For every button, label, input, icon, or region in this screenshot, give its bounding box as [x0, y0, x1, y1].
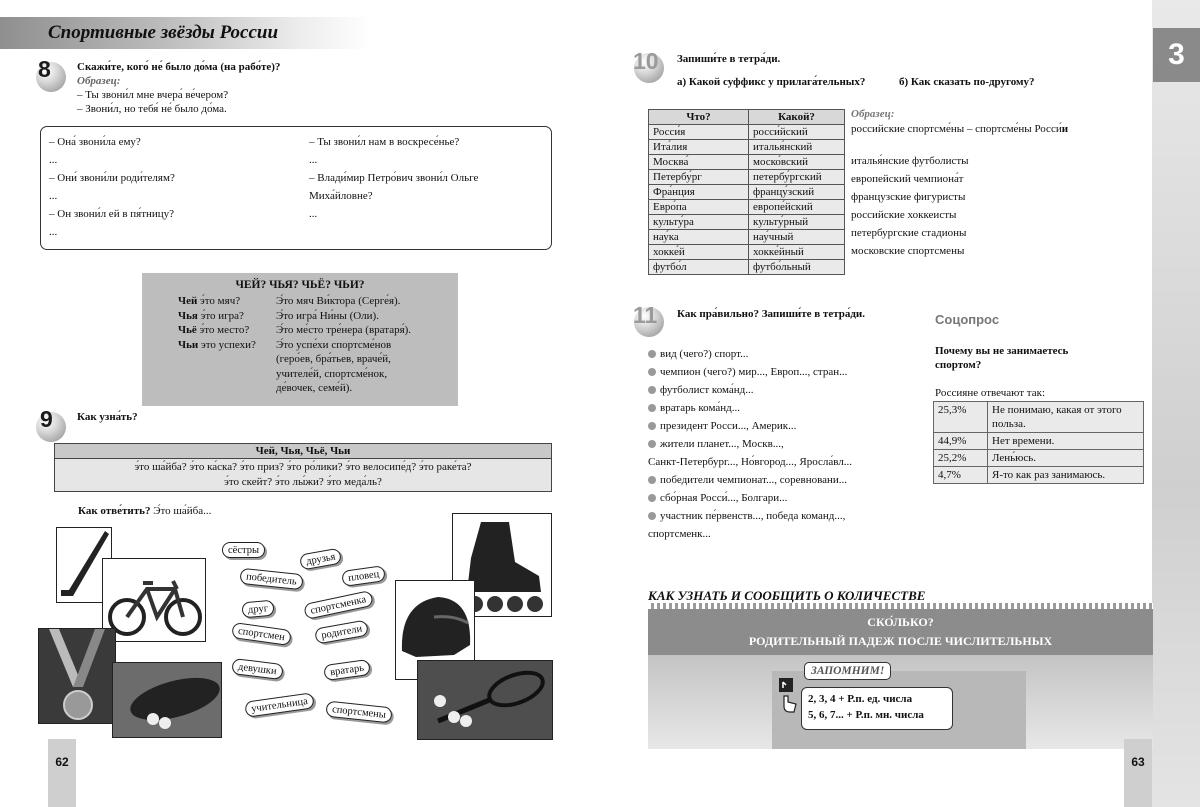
exercise-item [648, 489, 852, 507]
exercise-item [648, 525, 852, 543]
grammar-a: учителе́й, спортсме́нок, [276, 367, 388, 380]
noun-cell: хокке́й [649, 245, 749, 260]
answer-prompt [78, 505, 211, 517]
exercise-task: Скажи́те, кого́ не́ было до́ма (на рабо́те)? [77, 61, 281, 73]
exercise-item [648, 399, 852, 417]
adjective-cell: нау́чный [749, 230, 845, 245]
adjective-cell: европе́йский [749, 200, 845, 215]
sample-text-main: российские спортсме́ны – спортсме́ны Росси́ [851, 123, 1062, 135]
word-pill: родители [314, 619, 369, 644]
survey-row [934, 433, 1144, 450]
adjective-cell: петербу́ргский [749, 170, 845, 185]
grammar-questions [178, 294, 256, 352]
dialog-line: ... [49, 190, 58, 202]
word-pill: сёстры [222, 542, 265, 558]
exercise-item-text: президент Росси..., Америк... [660, 420, 797, 432]
grammar-title: ЧЕЙ? ЧЬЯ? ЧЬЁ? ЧЬИ? [235, 279, 365, 291]
dialog-right-column [309, 133, 478, 223]
sample-text [851, 123, 1068, 135]
noun-cell: футбо́л [649, 260, 749, 275]
exercise-question: а) Какой суффикс у прилага́тельных? [677, 76, 866, 88]
grammar-a: Э́то мяч Ви́ктора (Серге́я). [276, 295, 401, 307]
rule-line: 2, 3, 4 + Р.п. ед. числа [808, 693, 913, 705]
survey-percent: 25,3% [934, 402, 988, 433]
sample-line: – Ты звони́л мне вчера́ ве́чером? [77, 89, 229, 101]
table-row [649, 140, 845, 155]
exercise-item [648, 507, 852, 525]
noun-cell: культу́ра [649, 215, 749, 230]
grammar-q-rest: э́то место? [196, 324, 250, 336]
exercise-item [648, 345, 852, 363]
remember-tag: ЗАПОМНИМ! [804, 662, 891, 680]
survey-row [934, 450, 1144, 467]
dialog-line: ... [309, 154, 318, 166]
grammar-answers [276, 294, 411, 396]
survey-answer: Лень́юсь. [988, 450, 1144, 467]
dialog-line: ... [309, 208, 318, 220]
exercise-item-text: жители планет..., Москв..., [660, 438, 784, 450]
answer-sample: Э́то ша́йба... [150, 505, 212, 517]
exercise-task: Как узна́ть? [77, 411, 138, 423]
survey-answer: Нет времени. [988, 433, 1144, 450]
table-row [649, 245, 845, 260]
exercise-item [648, 435, 852, 453]
survey-percent: 44,9% [934, 433, 988, 450]
quantity-heading: КАК УЗНАТЬ И СООБЩИТЬ О КОЛИЧЕСТВЕ [648, 588, 926, 603]
sample-label: Образец: [851, 108, 895, 120]
sample-text-end: и [1061, 123, 1069, 135]
grammar-q: Чей [178, 295, 198, 307]
word-pill: пловец [341, 565, 386, 587]
rule-line: 5, 6, 7... + Р.п. мн. числа [808, 709, 924, 721]
word-pill: спортсменка [303, 590, 373, 620]
exercise-item-text: сбо́рная Росси́..., Болгари... [660, 492, 788, 504]
exercise-item-text: победители чемпионат..., соревновани... [660, 474, 848, 486]
exercise-task: Запиши́те в тетра́ди. [677, 53, 781, 65]
dialog-line: – Они́ звони́ли роди́телям? [49, 172, 175, 184]
phrase-list [851, 152, 969, 260]
table-header: Что? [649, 110, 749, 125]
table-row [649, 200, 845, 215]
bullet-icon [648, 422, 656, 430]
adjective-cell: хокке́йный [749, 245, 845, 260]
pointing-hand-icon [778, 676, 798, 716]
exercise-item-text: спортсменк... [648, 528, 711, 540]
noun-cell: Москва́ [649, 155, 749, 170]
grammar-q-rest: э́то мяч? [197, 295, 241, 307]
table-row [649, 125, 845, 140]
word-table-line: э́то скейт? э́то лы́жи? э́то меда́ль? [224, 476, 382, 488]
quantity-subtitle: РОДИТЕЛЬНЫЙ ПАДЕЖ ПОСЛЕ ЧИСЛИТЕЛЬНЫХ [748, 634, 1053, 648]
noun-cell: Ита́лия [649, 140, 749, 155]
grammar-a: (геро́ев, бра́тьев, враче́й, [276, 353, 391, 365]
dialog-left-column [49, 133, 175, 241]
dialog-line: – Он звони́л ей в пя́тницу? [49, 208, 175, 220]
noun-cell: нау́ка [649, 230, 749, 245]
quantity-question: СКО́ЛЬКО? [867, 615, 934, 629]
phrase-item: петербургские стадионы [851, 227, 967, 239]
table-row [649, 215, 845, 230]
table-row [649, 155, 845, 170]
table-header: Какой? [749, 110, 845, 125]
exercise-item [648, 363, 852, 381]
tennis-photo [417, 660, 553, 740]
word-table-header: Чей, Чья, Чьё, Чьи [55, 444, 551, 459]
word-pill: вратарь [323, 659, 371, 681]
grammar-q: Чьё [178, 324, 197, 336]
bullet-icon [648, 440, 656, 448]
phrase-item: италья́нские футболисты [851, 155, 969, 167]
page-number-left: 62 [48, 739, 76, 807]
bullet-icon [648, 494, 656, 502]
grammar-q-rest: это успехи? [198, 338, 256, 351]
noun-cell: Фра́нция [649, 185, 749, 200]
exercise-number: 9 [40, 406, 53, 432]
survey-title: Соцопрос [935, 312, 1000, 327]
bullet-icon [648, 404, 656, 412]
word-table [54, 443, 552, 492]
sample-line: – Звони́л, но тебя́ не́ было до́ма. [77, 103, 227, 115]
answer-label: Как отве́тить? [78, 505, 151, 517]
adjective-cell: францу́зский [749, 185, 845, 200]
word-pill: друг [241, 600, 274, 619]
grammar-a: Э́то ме́сто тре́нера (вратаря́). [276, 324, 412, 336]
adjective-cell: культу́рный [749, 215, 845, 230]
grammar-box [142, 273, 458, 406]
chapter-tab-strip [1152, 0, 1200, 807]
table-row [649, 230, 845, 245]
bullet-icon [648, 368, 656, 376]
dialog-line: ... [49, 226, 58, 238]
bullet-icon [648, 512, 656, 520]
dialog-line: – Влади́мир Петро́вич звони́л Ольге [309, 172, 479, 184]
exercise-task: Как пра́вильно? Запиши́те в тетра́ди. [677, 308, 866, 320]
bullet-icon [648, 350, 656, 358]
exercise-items [648, 345, 852, 543]
quantity-banner [648, 609, 1153, 655]
word-pill: девушки [231, 658, 283, 680]
exercise-item [648, 471, 852, 489]
word-table-line: э́то ша́йба? э́то ка́ска? э́то приз? э́то ро́лики? э́то велосипе́д? э́то раке́та? [134, 461, 472, 473]
survey-answer: Я-то как раз занимаюсь. [988, 467, 1144, 484]
noun-cell: Петербу́рг [649, 170, 749, 185]
exercise-question: б) Как сказать по-другому? [899, 76, 1035, 88]
grammar-q-rest: э́то игра? [197, 309, 244, 322]
chapter-number: 3 [1168, 38, 1185, 71]
survey-percent: 25,2% [934, 450, 988, 467]
adjective-cell: росси́йский [749, 125, 845, 140]
phrase-item: московские спортсмены [851, 245, 965, 257]
dialog-line: – Ты звони́л нам в воскресе́нье? [309, 136, 460, 148]
dialog-line: Миха́йловне? [309, 190, 373, 202]
adjective-table [648, 109, 845, 275]
sample-label: Образец: [77, 75, 121, 87]
phrase-item: европейский чемпиона́т [851, 173, 964, 185]
adjective-cell: футбо́льный [749, 260, 845, 275]
exercise-item [648, 453, 852, 471]
bicycle-photo [102, 558, 206, 642]
dialog-box [40, 126, 552, 250]
phrase-item: российские хоккеисты [851, 209, 957, 221]
exercise-item [648, 417, 852, 435]
table-row [649, 260, 845, 275]
medal-photo [38, 628, 116, 724]
exercise-number: 11 [633, 302, 658, 328]
exercise-item-text: вид (чего?) спорт... [660, 348, 749, 360]
dialog-line: – Она́ звони́ла ему? [49, 136, 141, 148]
exercise-item-text: Санкт-Петербург..., Но́вгород..., Яросла́вл... [648, 456, 853, 468]
grammar-q: Чья [178, 309, 198, 322]
grammar-a: Э́то игра́ Ни́ны (Оли). [276, 309, 379, 322]
survey-question: Почему вы не занимаетесь спортом? [935, 345, 1069, 371]
word-pill: победитель [239, 568, 303, 590]
survey-row [934, 467, 1144, 484]
exercise-number: 10 [633, 48, 659, 74]
phrase-item: французские фигуристы [851, 191, 966, 203]
exercise-item [648, 381, 852, 399]
chapter-tab [1153, 28, 1200, 82]
survey-table [933, 401, 1144, 484]
skateboard-photo [112, 662, 222, 738]
table-row [649, 185, 845, 200]
word-pill: учительница [244, 692, 315, 717]
word-pill: спортсмены [325, 701, 392, 724]
grammar-q: Чьи [178, 338, 199, 351]
word-pill: спортсмен [231, 622, 292, 646]
section-header [0, 17, 372, 49]
exercise-item-text: чемпион (чего?) мир..., Европ..., стран... [660, 366, 848, 378]
noun-cell: Росси́я [649, 125, 749, 140]
table-row [649, 170, 845, 185]
grammar-a: де́вочек, семе́й). [276, 382, 353, 394]
bullet-icon [648, 386, 656, 394]
rule-box [801, 687, 953, 730]
noun-cell: Евро́па [649, 200, 749, 215]
survey-percent: 4,7% [934, 467, 988, 484]
exercise-item-text: футболист кома́нд... [660, 384, 754, 396]
exercise-number: 8 [38, 56, 51, 82]
bullet-icon [648, 476, 656, 484]
survey-answer: Не понимаю, какая от этого польза. [988, 402, 1144, 433]
adjective-cell: моско́вский [749, 155, 845, 170]
exercise-item-text: вратарь кома́нд... [660, 402, 740, 414]
survey-intro: Россияне отвечают так: [935, 387, 1046, 399]
adjective-cell: италья́нский [749, 140, 845, 155]
grammar-a: Э́то успе́хи спортсме́нов [276, 338, 392, 351]
page-number-right: 63 [1124, 739, 1152, 807]
dialog-line: ... [49, 154, 58, 166]
exercise-item-text: участник пе́рвенств..., победа команд..., [660, 510, 846, 522]
survey-row [934, 402, 1144, 433]
word-pill: друзья [299, 548, 343, 571]
section-title: Спортивные звёзды России [48, 22, 279, 43]
